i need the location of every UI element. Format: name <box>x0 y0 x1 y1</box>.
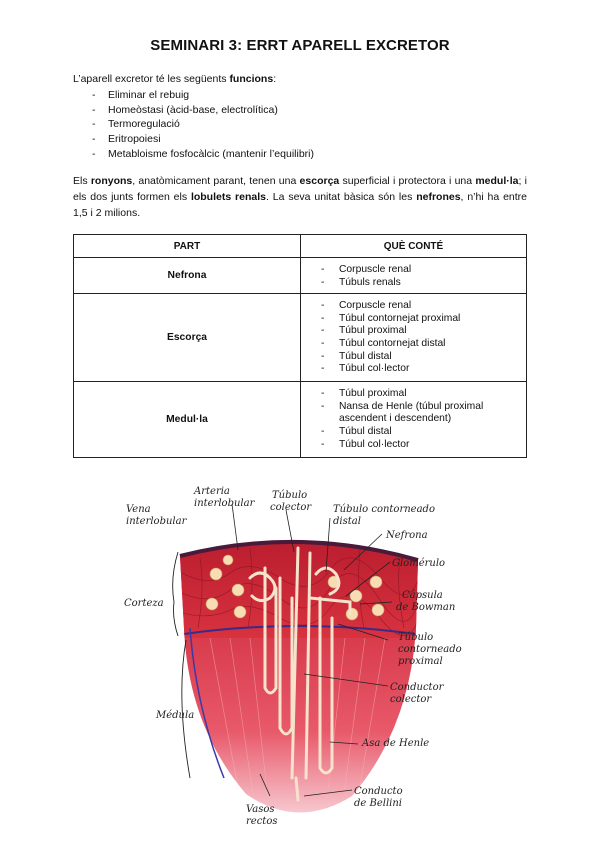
label-vena: Vena <box>126 504 151 515</box>
label-nefrona: Nefrona <box>386 530 428 541</box>
table-row <box>74 382 527 458</box>
list-item: - Homeòstasi (àcid-base, electrolítica) <box>92 103 278 116</box>
intro-text <box>73 73 276 85</box>
parts-table <box>73 234 527 458</box>
label-distal: Túbulo contorneado <box>333 504 435 515</box>
intro-prefix: L’aparell excretor té les següents <box>73 73 230 85</box>
kidney-paragraph: Els ronyons, anatòmicament parant, tenen una escorça superficial i protectora i una medul·la; i els dos junts formen els lobulets renals. La seva unitat bàsica són les nefrones, n’hi ha entre 1,5 i 2 milions. <box>73 175 528 219</box>
label-arteria: interlobular <box>194 498 255 509</box>
kidney-lobule-diagram <box>120 478 480 834</box>
label-conductor: colector <box>390 694 432 705</box>
content-cell: - Túbul proximal - Nansa de Henle (túbul proximal ascendent i descendent) - Túbul distal - Túbul col·lector <box>301 382 527 458</box>
list-item: - Eritropoiesi <box>92 133 161 146</box>
part-cell: Medul·la <box>74 382 301 458</box>
label-distal: distal <box>333 516 361 527</box>
header-part: PART <box>74 235 301 258</box>
page-title: SEMINARI 3: ERRT APARELL EXCRETOR <box>150 37 450 54</box>
intro-bold: funcions <box>229 73 274 85</box>
content-cell: - Corpuscle renal - Túbul contornejat proximal - Túbul proximal - Túbul contornejat distal - Túbul distal - Túbul col·lector <box>301 294 527 382</box>
label-henle: Asa de Henle <box>362 738 430 749</box>
label-vena: interlobular <box>126 516 187 527</box>
table-row <box>74 258 527 294</box>
part-cell: Nefrona <box>74 258 301 294</box>
table-row <box>74 294 527 382</box>
intro-suffix: : <box>273 73 277 85</box>
list-item: - Eliminar el rebuig <box>92 89 190 101</box>
label-conductor: Conductor <box>390 682 444 693</box>
label-tubulo-colector: colector <box>270 502 312 513</box>
label-medula: Médula <box>156 710 195 721</box>
label-vasos: rectos <box>246 816 278 827</box>
label-bellini: de Bellini <box>354 798 402 809</box>
label-glomerulo: Glomérulo <box>392 558 446 569</box>
label-corteza: Corteza <box>124 598 164 609</box>
label-proximal: proximal <box>398 656 443 667</box>
label-capsula: Cápsula <box>402 590 443 601</box>
label-proximal: contorneado <box>398 644 462 655</box>
table-header-row <box>74 235 527 258</box>
part-cell: Escorça <box>74 294 301 382</box>
content-cell: - Corpuscle renal - Túbuls renals <box>301 258 527 294</box>
list-item: - Metabloisme fosfocàlcic (mantenir l’equilibri) <box>92 147 314 160</box>
header-content: QUÈ CONTÉ <box>301 235 527 258</box>
label-capsula: de Bowman <box>396 602 456 613</box>
label-vasos: Vasos <box>246 804 275 815</box>
label-tubulo-colector: Túbulo <box>272 490 308 501</box>
label-proximal: Túbulo <box>398 632 434 643</box>
label-arteria: Arteria <box>194 486 230 497</box>
list-item: - Termoregulació <box>92 118 180 131</box>
functions-list <box>92 88 314 161</box>
label-bellini: Conducto <box>354 786 403 797</box>
lobule-shape <box>170 518 430 818</box>
